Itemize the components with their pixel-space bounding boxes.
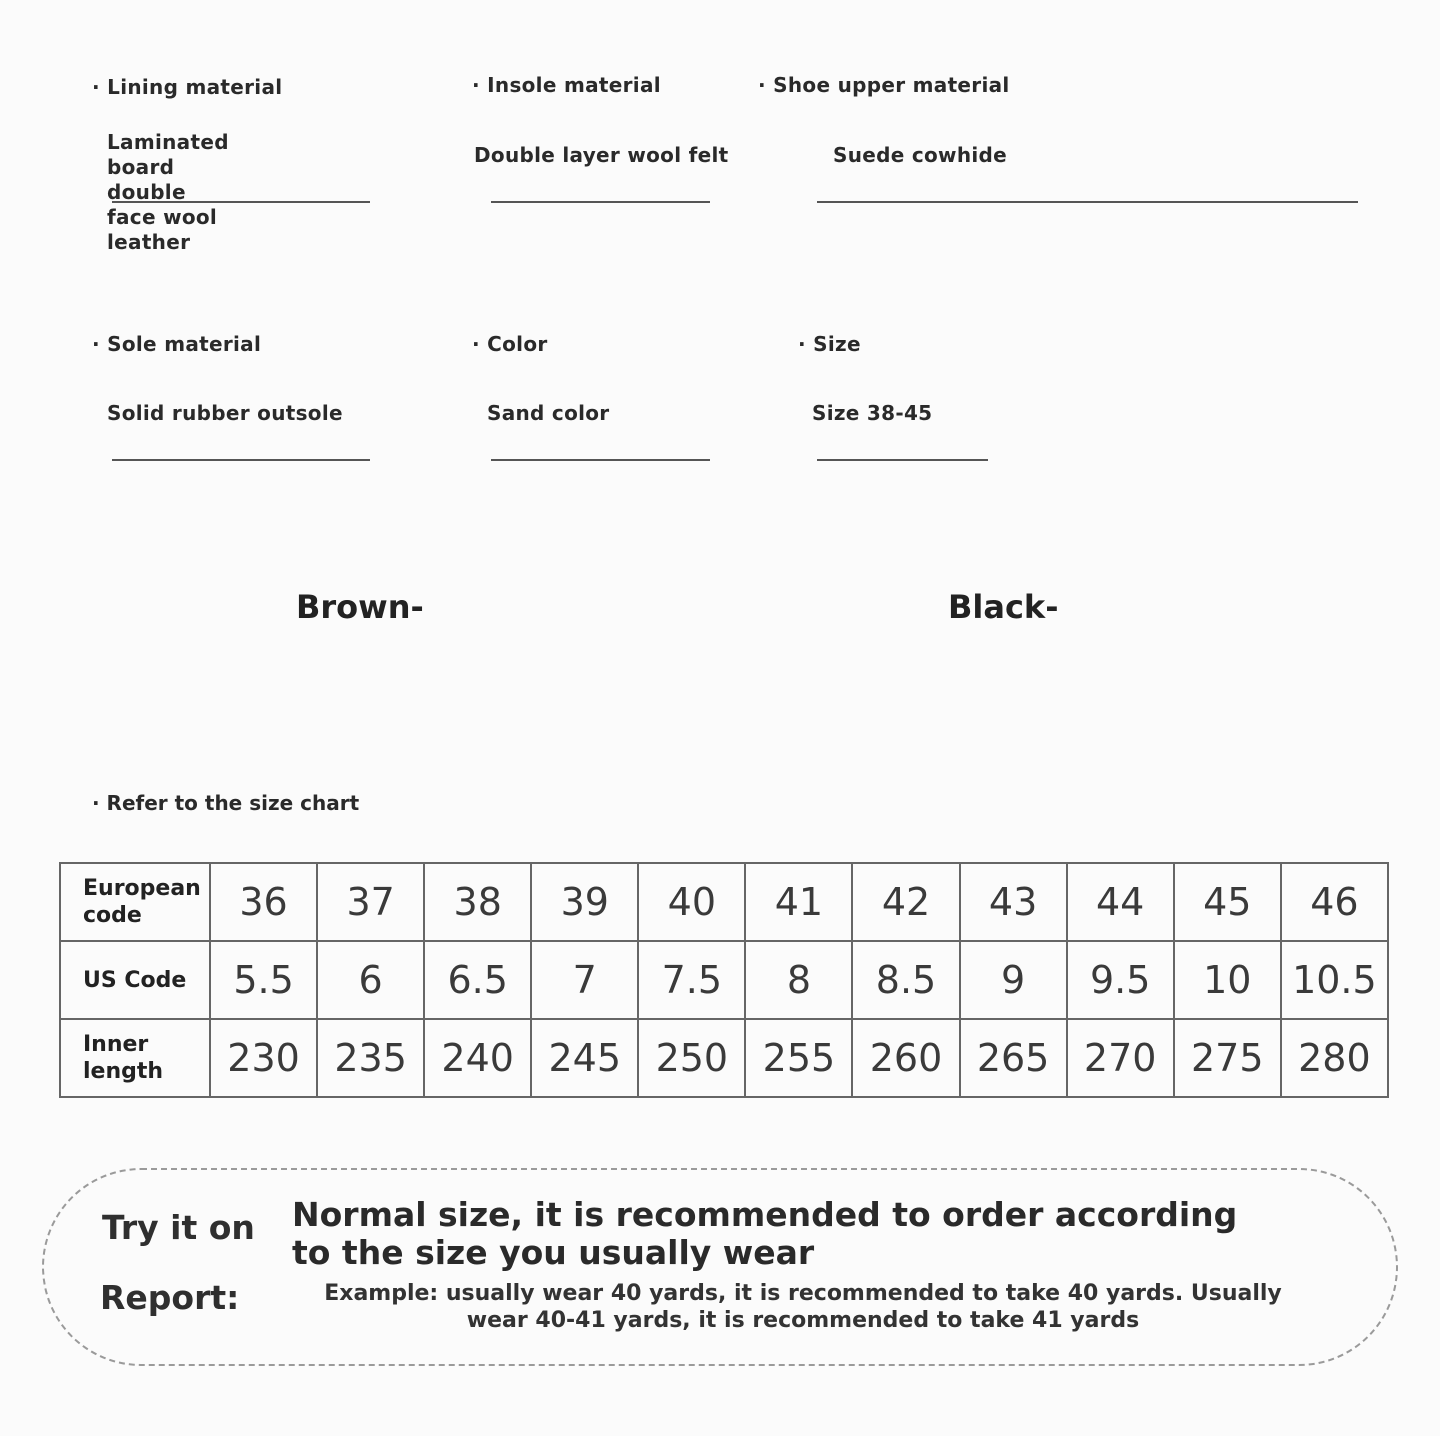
table-cell: 41 <box>745 863 852 941</box>
spec-underline <box>491 459 710 461</box>
table-cell: 255 <box>745 1019 852 1097</box>
spec-value: Double layer wool felt <box>474 143 729 167</box>
size-recommendation-example: Example: usually wear 40 yards, it is recommended to take 40 yards. Usually wear 40-41 yards, it is recommended to take 41 yards <box>324 1281 1282 1333</box>
table-cell: 7.5 <box>638 941 745 1019</box>
spec-value: Size 38-45 <box>812 401 933 425</box>
color-black-title: Black- <box>948 588 1059 626</box>
table-cell: 250 <box>638 1019 745 1097</box>
table-cell: 39 <box>531 863 638 941</box>
report-label: Report: <box>100 1278 240 1317</box>
row-header: US Code <box>60 941 210 1019</box>
table-cell: 8 <box>745 941 852 1019</box>
table-cell: 9 <box>960 941 1067 1019</box>
table-cell: 38 <box>424 863 531 941</box>
spec-underline <box>817 201 1358 203</box>
table-cell: 45 <box>1174 863 1281 941</box>
table-cell: 40 <box>638 863 745 941</box>
color-brown-title: Brown- <box>296 588 424 626</box>
spec-value: Sand color <box>487 401 610 425</box>
table-cell: 6.5 <box>424 941 531 1019</box>
spec-underline <box>112 201 370 203</box>
size-chart-table <box>59 862 1389 1098</box>
table-cell: 230 <box>210 1019 317 1097</box>
spec-value: Laminated board double face wool leather <box>107 130 229 254</box>
spec-label: · Color <box>472 332 548 356</box>
spec-label: · Insole material <box>472 73 661 97</box>
row-header: European code <box>60 863 210 941</box>
spec-underline <box>112 459 370 461</box>
spec-label: · Sole material <box>92 332 262 356</box>
spec-label: · Lining material <box>92 75 283 99</box>
table-cell: 43 <box>960 863 1067 941</box>
spec-value: Suede cowhide <box>833 143 1007 167</box>
table-cell: 46 <box>1281 863 1388 941</box>
spec-label: · Shoe upper material <box>758 73 1010 97</box>
row-header: Inner length <box>60 1019 210 1097</box>
spec-underline <box>817 459 988 461</box>
table-cell: 265 <box>960 1019 1067 1097</box>
table-cell: 42 <box>852 863 959 941</box>
table-row <box>60 863 1388 941</box>
table-row <box>60 941 1388 1019</box>
table-cell: 37 <box>317 863 424 941</box>
table-cell: 235 <box>317 1019 424 1097</box>
table-cell: 280 <box>1281 1019 1388 1097</box>
table-cell: 260 <box>852 1019 959 1097</box>
spec-label: · Size <box>798 332 861 356</box>
table-cell: 5.5 <box>210 941 317 1019</box>
table-row <box>60 1019 1388 1097</box>
table-cell: 44 <box>1067 863 1174 941</box>
spec-underline <box>491 201 710 203</box>
table-cell: 10.5 <box>1281 941 1388 1019</box>
table-cell: 270 <box>1067 1019 1174 1097</box>
table-cell: 36 <box>210 863 317 941</box>
try-it-on-label: Try it on <box>102 1208 255 1247</box>
table-cell: 10 <box>1174 941 1281 1019</box>
table-cell: 9.5 <box>1067 941 1174 1019</box>
table-cell: 6 <box>317 941 424 1019</box>
table-cell: 7 <box>531 941 638 1019</box>
table-cell: 245 <box>531 1019 638 1097</box>
table-cell: 275 <box>1174 1019 1281 1097</box>
table-cell: 240 <box>424 1019 531 1097</box>
size-recommendation-headline: Normal size, it is recommended to order according to the size you usually wear <box>292 1195 1238 1272</box>
spec-value: Solid rubber outsole <box>107 401 343 425</box>
table-cell: 8.5 <box>852 941 959 1019</box>
size-chart-title: · Refer to the size chart <box>92 791 360 815</box>
